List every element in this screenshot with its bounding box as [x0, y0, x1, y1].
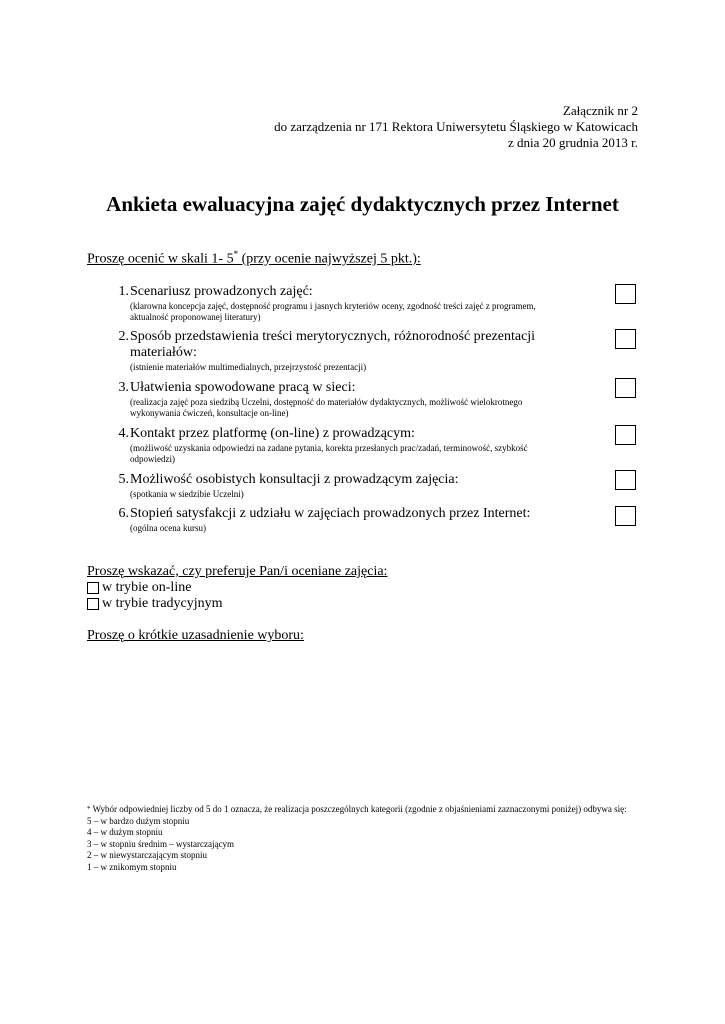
- preference-question: Proszę wskazać, czy preferuje Pan/i oceniane zajęcia:: [87, 564, 388, 579]
- rating-box[interactable]: [615, 284, 636, 304]
- scale-line: 5 – w bardzo dużym stopniu: [87, 815, 190, 826]
- checkbox-online[interactable]: [87, 582, 99, 594]
- item-description: (istnienie materiałów multimedialnych, przejrzystość prezentacji): [130, 362, 367, 372]
- scale-line: 4 – w dużym stopniu: [87, 827, 163, 837]
- item-description: (klarowna koncepcja zajęć, dostępność programu i jasnych kryteriów oceny, zgodność treści zajęć z programem, aktualność proponowanej literatury): [130, 301, 536, 322]
- option-traditional: [87, 596, 387, 612]
- item-description: (ogólna ocena kursu): [130, 523, 206, 533]
- item-title: Scenariusz prowadzonych zajęć:: [130, 284, 313, 299]
- scale-line: 3 – w stopniu średnim – wystarczającym: [87, 838, 234, 849]
- ordinance-date: z dnia 20 grudnia 2013 r.: [508, 135, 638, 150]
- item-description: (spotkania w siedzibie Uczelni): [130, 489, 244, 499]
- ordinance-reference: do zarządzenia nr 171 Rektora Uniwersytetu Śląskiego w Katowicach: [274, 119, 638, 134]
- footnote-mark: *: [233, 249, 239, 259]
- rating-box[interactable]: [615, 506, 636, 526]
- footnote-intro: * Wybór odpowiedniej liczby od 5 do 1 oznacza, że realizacja poszczególnych kategorii (zgodnie z objaśnieniami zaznaczonymi poniżej) odbywa się:: [87, 804, 627, 814]
- footnote: [87, 804, 647, 873]
- item-description: (realizacja zajęć poza siedzibą Uczelni, dostępność do materiałów dydaktycznych, możliwość wielokrotnego wykonywania ćwiczeń, konsultacje on-line): [130, 397, 523, 418]
- item-title: Sposób przedstawienia treści merytorycznych, różnorodność prezentacji materiałów:: [130, 329, 536, 360]
- checkbox-traditional[interactable]: [87, 598, 99, 610]
- survey-title: Ankieta ewaluacyjna zajęć dydaktycznych przez Internet: [106, 192, 619, 216]
- rating-instruction: Proszę ocenić w skali 1- 5* (przy ocenie najwyższej 5 pkt.):: [87, 249, 421, 267]
- rating-box[interactable]: [615, 378, 636, 398]
- preference-section: [87, 564, 387, 612]
- rating-box[interactable]: [615, 425, 636, 445]
- item-title: Stopień satysfakcji z udziału w zajęciach prowadzonych przez Internet:: [130, 506, 531, 521]
- document-header: [274, 103, 638, 151]
- item-title: Kontakt przez platformę (on-line) z prowadzącym:: [130, 426, 415, 441]
- option-online-label: w trybie on-line: [102, 580, 192, 595]
- annex-number: Załącznik nr 2: [562, 103, 638, 118]
- rating-box[interactable]: [615, 329, 636, 349]
- item-title: Ułatwienia spowodowane pracą w sieci:: [130, 380, 356, 395]
- option-traditional-label: w trybie tradycyjnym: [102, 596, 223, 611]
- scale-line: 1 – w znikomym stopniu: [87, 861, 177, 872]
- option-online: [87, 580, 387, 596]
- item-description: (możliwość uzyskania odpowiedzi na zadane pytania, korekta przesłanych prac/zadań, terminowość, szybkość odpowiedzi): [130, 443, 528, 464]
- justification-prompt: Proszę o krótkie uzasadnienie wyboru:: [87, 628, 304, 643]
- scale-line: 2 – w niewystarczającym stopniu: [87, 850, 207, 860]
- item-title: Możliwość osobistych konsultacji z prowadzącym zajęcia:: [130, 472, 459, 487]
- rating-box[interactable]: [615, 470, 636, 490]
